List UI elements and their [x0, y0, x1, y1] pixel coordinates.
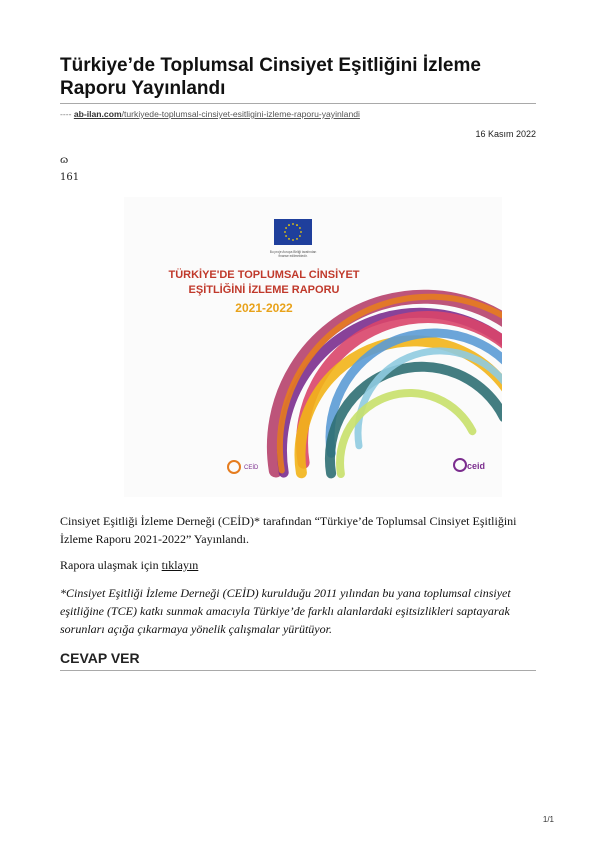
eu-star-icon: [299, 227, 301, 229]
eu-flag-icon: [274, 219, 312, 245]
source-domain-link[interactable]: ab-ilan.com: [73, 109, 122, 119]
title-divider: [60, 103, 536, 104]
reply-heading[interactable]: CEVAP VER: [60, 650, 140, 666]
paragraph-link: [60, 556, 536, 574]
eu-note-line1: Bu proje Avrupa Birliği tarafından: [269, 250, 317, 254]
page-number: 1/1: [542, 815, 554, 824]
cover-graphic: [124, 197, 502, 497]
eu-star-icon: [299, 235, 301, 237]
publish-date: 16 Kasım 2022: [475, 129, 536, 139]
view-icon: ɷ: [60, 155, 69, 166]
eu-star-icon: [288, 224, 290, 226]
report-link[interactable]: tıklayın: [161, 558, 199, 572]
eu-star-icon: [296, 238, 298, 240]
eu-star-icon: [292, 223, 294, 225]
source-path-link[interactable]: /turkiyede-toplumsal-cinsiyet-esitligini-izleme-raporu-yayinlandi: [121, 109, 360, 119]
eu-star-icon: [285, 227, 287, 229]
paragraph-intro: Cinsiyet Eşitliği İzleme Derneği (CEİD)* tarafından “Türkiye’de Toplumsal Cinsiyet Eşitliğini İzleme Raporu 2021-2022” Yayınlandı.: [60, 514, 517, 546]
paragraph-about: *Cinsiyet Eşitliği İzleme Derneği (CEİD) kurulduğu 2011 yılından bu yana toplumsal cinsiyet eşitliğine (TCE) katkı sunmak amacıyla Türkiye’de farklı alanlardaki eşitsizlikleri saptayarak sorunları açığa çıkarmaya yönelik çalışmalar yürütüyor.: [60, 586, 511, 636]
reply-divider: [60, 670, 536, 671]
page-title: Türkiye’de Toplumsal Cinsiyet Eşitliğini İzleme Raporu Yayınlandı: [60, 55, 481, 99]
cover-title-line1: TÜRKİYE'DE TOPLUMSAL CİNSİYET: [168, 269, 360, 281]
cover-years: 2021-2022: [235, 301, 293, 315]
eu-star-icon: [288, 238, 290, 240]
logo-right-text: ceid: [467, 461, 486, 471]
report-cover-image: [124, 197, 502, 497]
eu-star-icon: [285, 235, 287, 237]
eu-star-icon: [292, 239, 294, 241]
eu-star-icon: [296, 224, 298, 226]
paragraph-link-prefix: Rapora ulaşmak için: [60, 558, 162, 572]
view-count: 161: [60, 172, 80, 183]
logo-left-text: CEİD: [244, 465, 259, 471]
source-prefix: ----: [60, 109, 74, 119]
eu-note-line2: finanse edilmektedir.: [278, 254, 308, 258]
eu-star-icon: [284, 231, 286, 233]
eu-star-icon: [300, 231, 302, 233]
cover-title-line2: EŞİTLİĞİNİ İZLEME RAPORU: [188, 284, 340, 296]
source-line: [60, 109, 360, 119]
